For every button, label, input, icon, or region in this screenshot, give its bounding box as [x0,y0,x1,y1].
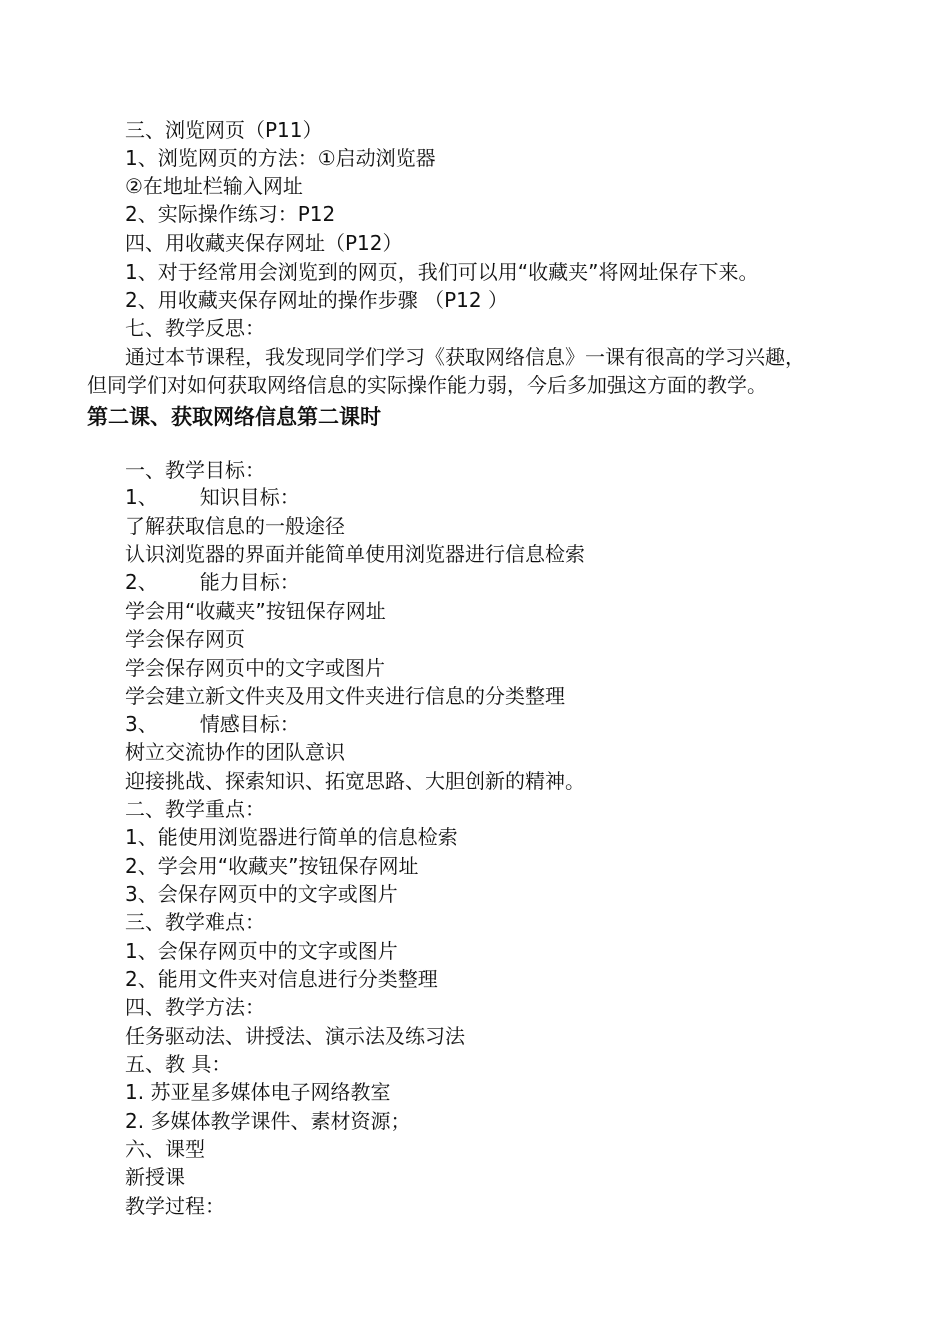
section-heading-browse: 三、浏览网页（P11） [125,118,323,142]
text-line: 新授课 [125,1165,185,1189]
section-heading-methods: 四、教学方法： [125,995,265,1019]
section-heading-goals: 一、教学目标： [125,458,265,482]
text-line: 迎接挑战、探索知识、拓宽思路、大胆创新的精神。 [125,769,585,793]
section-heading-tools: 五、教 具： [125,1052,232,1076]
text-line: 学会保存网页中的文字或图片 [125,656,385,680]
text-line: 任务驱动法、讲授法、演示法及练习法 [125,1024,465,1048]
section-heading-favorites: 四、用收藏夹保存网址（P12） [125,231,403,255]
text-line: 2、实际操作练习：P12 [125,202,336,226]
text-line: 学会保存网页 [125,627,245,651]
subheading-label: 知识目标： [199,485,300,509]
text-line: 学会用“收藏夹”按钮保存网址 [125,599,386,623]
section-heading-lesson-type: 六、课型 [125,1137,205,1161]
text-line: 1. 苏亚星多媒体电子网络教室 [125,1080,391,1104]
section-heading-reflection: 七、教学反思： [125,316,265,340]
text-line: ②在地址栏输入网址 [125,174,303,198]
text-line: 2、用收藏夹保存网址的操作步骤 （P12 ） [125,288,508,312]
text-line: 1、能使用浏览器进行简单的信息检索 [125,825,458,849]
section-heading-process: 教学过程： [125,1194,225,1218]
text-line: 2. 多媒体教学课件、素材资源； [125,1109,411,1133]
subheading-emotion [125,710,300,738]
text-line: 1、对于经常用会浏览到的网页，我们可以用“收藏夹”将网址保存下来。 [125,260,759,284]
section-heading-key-points: 二、教学重点： [125,797,265,821]
text-line: 认识浏览器的界面并能简单使用浏览器进行信息检索 [125,542,585,566]
section-heading-difficulties: 三、教学难点： [125,910,265,934]
text-line: 树立交流协作的团队意识 [125,740,345,764]
reflection-paragraph-line2: 但同学们对如何获取网络信息的实际操作能力弱，今后多加强这方面的教学。 [87,373,767,397]
text-line: 2、学会用“收藏夹”按钮保存网址 [125,854,419,878]
subheading-label: 能力目标： [199,570,300,594]
text-line: 1、会保存网页中的文字或图片 [125,939,398,963]
lesson-title: 第二课、获取网络信息第二课时 [87,405,381,429]
subheading-label: 情感目标： [199,712,300,736]
subheading-ability [125,568,300,596]
subheading-knowledge [125,483,300,511]
text-line: 1、浏览网页的方法：①启动浏览器 [125,146,436,170]
list-number: 2、 [125,570,158,594]
reflection-paragraph-line1: 通过本节课程，我发现同学们学习《获取网络信息》一课有很高的学习兴趣， [125,345,805,369]
text-line: 2、能用文件夹对信息进行分类整理 [125,967,438,991]
text-line: 3、会保存网页中的文字或图片 [125,882,398,906]
list-number: 1、 [125,485,158,509]
list-number: 3、 [125,712,158,736]
text-line: 学会建立新文件夹及用文件夹进行信息的分类整理 [125,684,565,708]
text-line: 了解获取信息的一般途径 [125,514,345,538]
